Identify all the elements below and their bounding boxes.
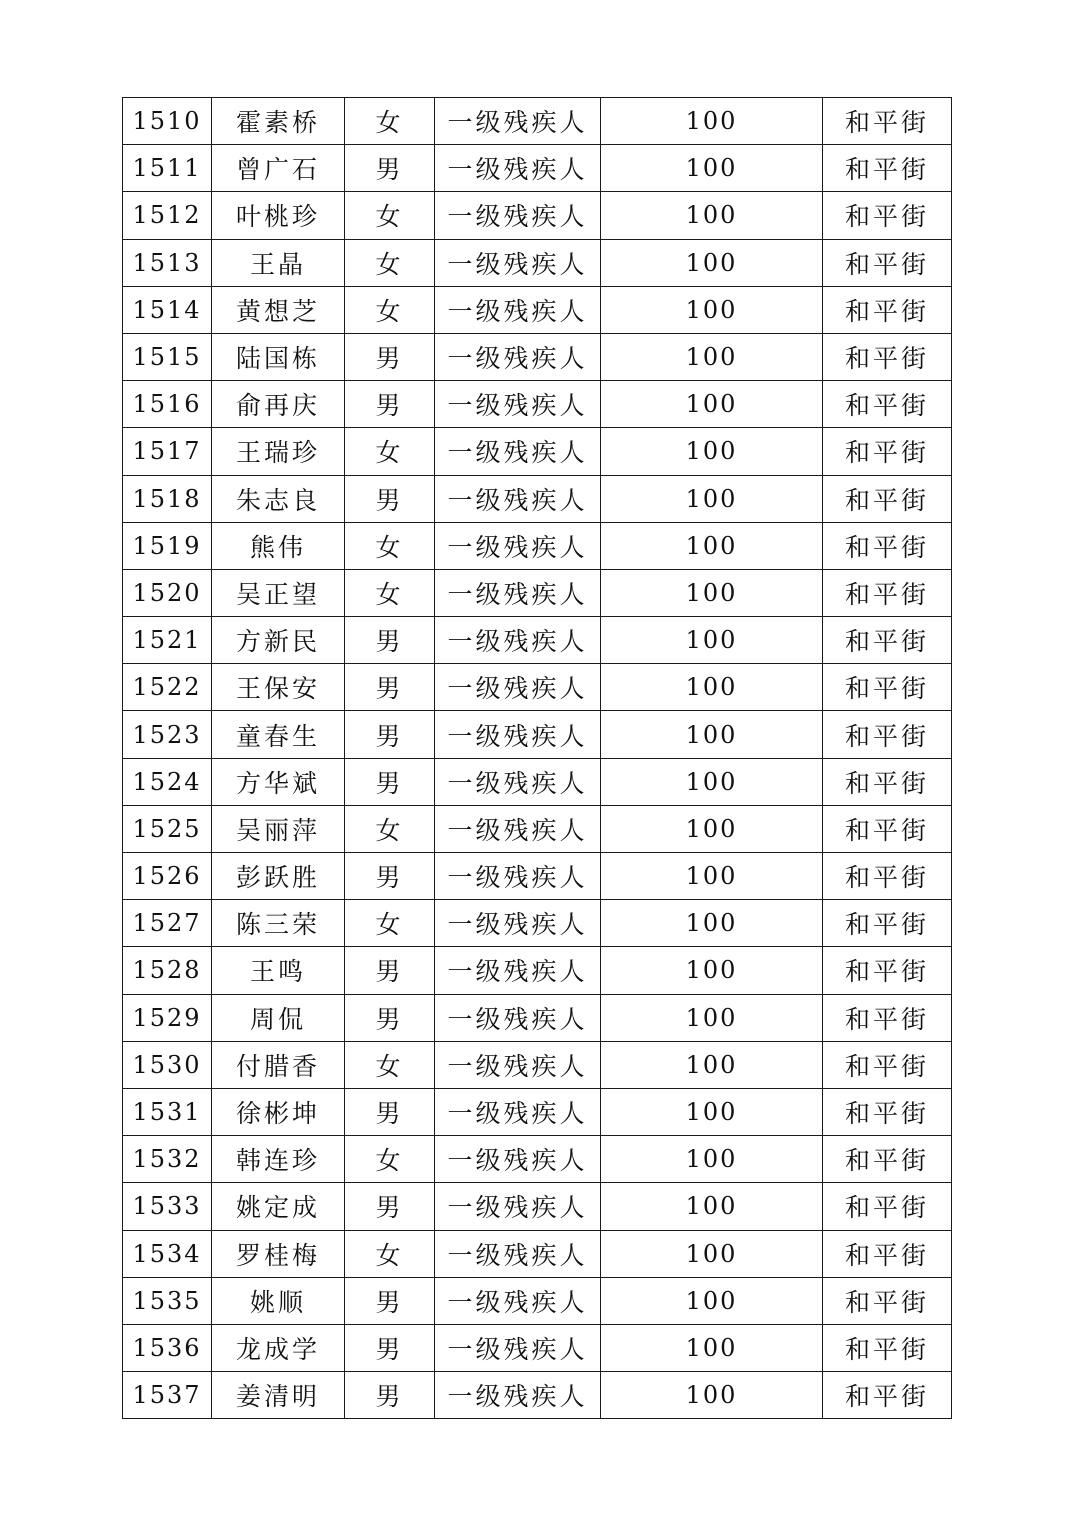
gender-cell: 女 (345, 805, 435, 852)
street-cell: 和平街 (823, 381, 952, 428)
serial-number-cell: 1518 (123, 475, 212, 522)
table-row (123, 758, 952, 805)
gender-cell: 男 (345, 617, 435, 664)
name-cell: 方新民 (212, 617, 345, 664)
street-cell: 和平街 (823, 1136, 952, 1183)
table-row (123, 664, 952, 711)
category-cell: 一级残疾人 (435, 239, 601, 286)
gender-cell: 女 (345, 569, 435, 616)
table-row (123, 853, 952, 900)
table-row (123, 333, 952, 380)
name-cell: 曾广石 (212, 145, 345, 192)
amount-cell: 100 (601, 1088, 823, 1135)
street-cell: 和平街 (823, 475, 952, 522)
serial-number-cell: 1514 (123, 286, 212, 333)
name-cell: 彭跃胜 (212, 853, 345, 900)
gender-cell: 女 (345, 192, 435, 239)
gender-cell: 女 (345, 286, 435, 333)
gender-cell: 女 (345, 428, 435, 475)
street-cell: 和平街 (823, 758, 952, 805)
serial-number-cell: 1535 (123, 1277, 212, 1324)
gender-cell: 女 (345, 239, 435, 286)
name-cell: 朱志良 (212, 475, 345, 522)
name-cell: 吴丽萍 (212, 805, 345, 852)
street-cell: 和平街 (823, 333, 952, 380)
amount-cell: 100 (601, 286, 823, 333)
table-row (123, 286, 952, 333)
name-cell: 霍素桥 (212, 98, 345, 145)
table-row (123, 569, 952, 616)
serial-number-cell: 1531 (123, 1088, 212, 1135)
table-row (123, 475, 952, 522)
amount-cell: 100 (601, 239, 823, 286)
gender-cell: 男 (345, 381, 435, 428)
gender-cell: 男 (345, 145, 435, 192)
gender-cell: 女 (345, 1136, 435, 1183)
category-cell: 一级残疾人 (435, 475, 601, 522)
serial-number-cell: 1537 (123, 1372, 212, 1419)
street-cell: 和平街 (823, 853, 952, 900)
category-cell: 一级残疾人 (435, 1277, 601, 1324)
gender-cell: 男 (345, 1324, 435, 1371)
name-cell: 陈三荣 (212, 900, 345, 947)
table-row (123, 1041, 952, 1088)
name-cell: 童春生 (212, 711, 345, 758)
category-cell: 一级残疾人 (435, 1230, 601, 1277)
amount-cell: 100 (601, 1324, 823, 1371)
gender-cell: 女 (345, 98, 435, 145)
street-cell: 和平街 (823, 1372, 952, 1419)
category-cell: 一级残疾人 (435, 711, 601, 758)
roster-table-body (123, 98, 952, 1419)
category-cell: 一级残疾人 (435, 145, 601, 192)
amount-cell: 100 (601, 1277, 823, 1324)
table-row (123, 1183, 952, 1230)
name-cell: 姜清明 (212, 1372, 345, 1419)
street-cell: 和平街 (823, 1088, 952, 1135)
category-cell: 一级残疾人 (435, 617, 601, 664)
street-cell: 和平街 (823, 664, 952, 711)
name-cell: 吴正望 (212, 569, 345, 616)
serial-number-cell: 1519 (123, 522, 212, 569)
street-cell: 和平街 (823, 1041, 952, 1088)
category-cell: 一级残疾人 (435, 1324, 601, 1371)
category-cell: 一级残疾人 (435, 758, 601, 805)
amount-cell: 100 (601, 145, 823, 192)
serial-number-cell: 1523 (123, 711, 212, 758)
street-cell: 和平街 (823, 145, 952, 192)
gender-cell: 男 (345, 994, 435, 1041)
gender-cell: 女 (345, 900, 435, 947)
name-cell: 龙成学 (212, 1324, 345, 1371)
serial-number-cell: 1521 (123, 617, 212, 664)
amount-cell: 100 (601, 711, 823, 758)
amount-cell: 100 (601, 1230, 823, 1277)
table-row (123, 1324, 952, 1371)
amount-cell: 100 (601, 994, 823, 1041)
gender-cell: 男 (345, 947, 435, 994)
serial-number-cell: 1536 (123, 1324, 212, 1371)
amount-cell: 100 (601, 758, 823, 805)
amount-cell: 100 (601, 428, 823, 475)
street-cell: 和平街 (823, 286, 952, 333)
serial-number-cell: 1530 (123, 1041, 212, 1088)
amount-cell: 100 (601, 1136, 823, 1183)
category-cell: 一级残疾人 (435, 1372, 601, 1419)
serial-number-cell: 1512 (123, 192, 212, 239)
name-cell: 王鸣 (212, 947, 345, 994)
gender-cell: 男 (345, 475, 435, 522)
street-cell: 和平街 (823, 239, 952, 286)
amount-cell: 100 (601, 475, 823, 522)
table-row (123, 1372, 952, 1419)
serial-number-cell: 1515 (123, 333, 212, 380)
category-cell: 一级残疾人 (435, 1183, 601, 1230)
name-cell: 韩连珍 (212, 1136, 345, 1183)
gender-cell: 男 (345, 711, 435, 758)
gender-cell: 男 (345, 1277, 435, 1324)
street-cell: 和平街 (823, 1324, 952, 1371)
street-cell: 和平街 (823, 947, 952, 994)
street-cell: 和平街 (823, 900, 952, 947)
table-row (123, 617, 952, 664)
amount-cell: 100 (601, 947, 823, 994)
street-cell: 和平街 (823, 428, 952, 475)
table-row (123, 994, 952, 1041)
amount-cell: 100 (601, 900, 823, 947)
gender-cell: 女 (345, 522, 435, 569)
category-cell: 一级残疾人 (435, 1136, 601, 1183)
category-cell: 一级残疾人 (435, 192, 601, 239)
table-row (123, 522, 952, 569)
street-cell: 和平街 (823, 569, 952, 616)
category-cell: 一级残疾人 (435, 994, 601, 1041)
amount-cell: 100 (601, 569, 823, 616)
category-cell: 一级残疾人 (435, 1041, 601, 1088)
serial-number-cell: 1517 (123, 428, 212, 475)
amount-cell: 100 (601, 853, 823, 900)
category-cell: 一级残疾人 (435, 98, 601, 145)
name-cell: 王保安 (212, 664, 345, 711)
category-cell: 一级残疾人 (435, 900, 601, 947)
table-row (123, 1136, 952, 1183)
table-row (123, 1277, 952, 1324)
category-cell: 一级残疾人 (435, 333, 601, 380)
roster-table (122, 97, 952, 1419)
serial-number-cell: 1529 (123, 994, 212, 1041)
name-cell: 罗桂梅 (212, 1230, 345, 1277)
serial-number-cell: 1511 (123, 145, 212, 192)
street-cell: 和平街 (823, 805, 952, 852)
street-cell: 和平街 (823, 1230, 952, 1277)
gender-cell: 男 (345, 333, 435, 380)
name-cell: 付腊香 (212, 1041, 345, 1088)
gender-cell: 男 (345, 853, 435, 900)
gender-cell: 男 (345, 758, 435, 805)
amount-cell: 100 (601, 192, 823, 239)
serial-number-cell: 1510 (123, 98, 212, 145)
table-row (123, 98, 952, 145)
name-cell: 方华斌 (212, 758, 345, 805)
category-cell: 一级残疾人 (435, 1088, 601, 1135)
name-cell: 熊伟 (212, 522, 345, 569)
name-cell: 黄想芝 (212, 286, 345, 333)
gender-cell: 男 (345, 1372, 435, 1419)
serial-number-cell: 1525 (123, 805, 212, 852)
name-cell: 俞再庆 (212, 381, 345, 428)
street-cell: 和平街 (823, 711, 952, 758)
category-cell: 一级残疾人 (435, 522, 601, 569)
amount-cell: 100 (601, 333, 823, 380)
serial-number-cell: 1520 (123, 569, 212, 616)
category-cell: 一级残疾人 (435, 381, 601, 428)
amount-cell: 100 (601, 522, 823, 569)
table-row (123, 711, 952, 758)
name-cell: 叶桃珍 (212, 192, 345, 239)
table-row (123, 428, 952, 475)
category-cell: 一级残疾人 (435, 428, 601, 475)
name-cell: 徐彬坤 (212, 1088, 345, 1135)
table-row (123, 145, 952, 192)
table-row (123, 1230, 952, 1277)
gender-cell: 女 (345, 1230, 435, 1277)
name-cell: 周侃 (212, 994, 345, 1041)
street-cell: 和平街 (823, 1277, 952, 1324)
street-cell: 和平街 (823, 1183, 952, 1230)
serial-number-cell: 1516 (123, 381, 212, 428)
serial-number-cell: 1526 (123, 853, 212, 900)
serial-number-cell: 1528 (123, 947, 212, 994)
street-cell: 和平街 (823, 98, 952, 145)
amount-cell: 100 (601, 1372, 823, 1419)
street-cell: 和平街 (823, 192, 952, 239)
name-cell: 王晶 (212, 239, 345, 286)
amount-cell: 100 (601, 805, 823, 852)
name-cell: 王瑞珍 (212, 428, 345, 475)
serial-number-cell: 1534 (123, 1230, 212, 1277)
name-cell: 陆国栋 (212, 333, 345, 380)
category-cell: 一级残疾人 (435, 805, 601, 852)
gender-cell: 男 (345, 664, 435, 711)
street-cell: 和平街 (823, 617, 952, 664)
category-cell: 一级残疾人 (435, 569, 601, 616)
table-row (123, 381, 952, 428)
category-cell: 一级残疾人 (435, 286, 601, 333)
amount-cell: 100 (601, 381, 823, 428)
category-cell: 一级残疾人 (435, 947, 601, 994)
serial-number-cell: 1522 (123, 664, 212, 711)
serial-number-cell: 1524 (123, 758, 212, 805)
amount-cell: 100 (601, 1041, 823, 1088)
category-cell: 一级残疾人 (435, 664, 601, 711)
amount-cell: 100 (601, 1183, 823, 1230)
name-cell: 姚顺 (212, 1277, 345, 1324)
gender-cell: 女 (345, 1041, 435, 1088)
serial-number-cell: 1532 (123, 1136, 212, 1183)
table-row (123, 805, 952, 852)
amount-cell: 100 (601, 664, 823, 711)
amount-cell: 100 (601, 617, 823, 664)
gender-cell: 男 (345, 1088, 435, 1135)
street-cell: 和平街 (823, 522, 952, 569)
table-row (123, 239, 952, 286)
name-cell: 姚定成 (212, 1183, 345, 1230)
serial-number-cell: 1533 (123, 1183, 212, 1230)
table-row (123, 192, 952, 239)
street-cell: 和平街 (823, 994, 952, 1041)
table-row (123, 900, 952, 947)
serial-number-cell: 1513 (123, 239, 212, 286)
serial-number-cell: 1527 (123, 900, 212, 947)
amount-cell: 100 (601, 98, 823, 145)
table-row (123, 947, 952, 994)
gender-cell: 男 (345, 1183, 435, 1230)
category-cell: 一级残疾人 (435, 853, 601, 900)
table-row (123, 1088, 952, 1135)
